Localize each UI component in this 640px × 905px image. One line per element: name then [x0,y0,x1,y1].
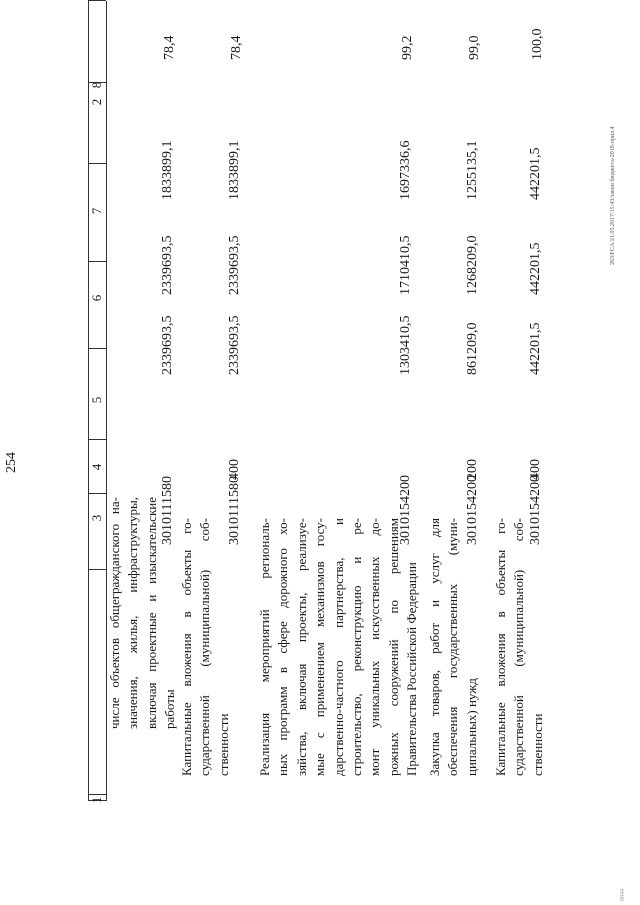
table-cell-code: 3010154200 [528,475,543,545]
table-cell-code: 3010154200 [398,475,413,545]
header-col-6: 6 [89,294,104,302]
corner-mark: 0844 [620,889,626,901]
header-col-1: 1 [89,796,104,804]
col-border-4-5 [88,439,106,440]
table-cell-vr: 400 [528,459,543,480]
col-border-3-4 [88,493,106,494]
table-cell-col7: 1697336,6 [398,140,413,200]
table-row-description: Капитальные вложения в объекты го- сударственной (муниципальной) соб- ственности [179,518,231,776]
header-col-4: 4 [89,463,104,471]
table-cell-col6: 2339693,5 [227,235,242,295]
table-cell-col8: 99,2 [400,35,415,60]
table-cell-col6: 1268209,0 [465,235,480,295]
col-border-5-6 [88,348,106,349]
col-border-right [88,0,106,1]
table-cell-col8: 99,0 [467,35,482,60]
col-border-2-3 [88,569,106,570]
table-cell-col6: 1710410,5 [398,235,413,295]
table-cell-col7: 1833899,1 [227,140,242,200]
page-number: 254 [4,452,19,473]
header-col-8: 8 [89,81,104,89]
table-cell-col7: 442201,5 [528,147,543,200]
header-col-7: 7 [89,207,104,215]
table-cell-col8: 78,4 [162,35,177,60]
table-cell-col5: 861209,0 [465,322,480,375]
table-cell-col8: 100,0 [530,28,545,60]
header-col-3: 3 [89,514,104,522]
table-row-description: Реализация мероприятий региональ- ных программ в сфере дорожного хо- зяйства, включая проекты, реализуе- мые с применением механизмов госу- дарственно-частного партнерства, и строительство, реконструкцию и ре- монт уникальных искусственных до- рожных сооружений по решениям Правительства Российской Федерации [257,518,420,776]
table-cell-vr: 400 [227,459,242,480]
col-border-6-7 [88,261,106,262]
table-row-description: Закупка товаров, работ и услуг для обеспечения государственных (муни- ципальных) нужд [427,518,479,776]
table-cell-code: 3010111580 [227,476,242,545]
table-cell-vr: 200 [465,459,480,480]
table-cell-col7: 1255135,1 [465,140,480,200]
footer-file-code: 263/FCA/21.05.2017/15:43/закон бюджета-2018-прил.4 [610,126,616,265]
table-row-description: числе объектов общегражданского на- значения, жилья, инфраструктуры, включая проектные и изыскательские работы [107,497,178,729]
table-cell-col6: 2339693,5 [160,235,175,295]
table-row-description: Капитальные вложения в объекты го- сударственной (муниципальной) соб- ственности [493,518,545,776]
table-cell-col5: 2339693,5 [160,315,175,375]
header-col-5: 5 [89,396,104,404]
table-cell-col5: 1303410,5 [398,315,413,375]
table-cell-col5: 442201,5 [528,322,543,375]
col-border-7-8 [88,163,106,164]
table-cell-col6: 442201,5 [528,242,543,295]
table-cell-col7: 1833899,1 [160,140,175,200]
table-cell-code: 3010111580 [160,476,175,545]
table-cell-code: 3010154200 [465,475,480,545]
header-col-2: 2 [89,98,104,106]
table-cell-col5: 2339693,5 [227,315,242,375]
table-cell-col8: 78,4 [229,35,244,60]
